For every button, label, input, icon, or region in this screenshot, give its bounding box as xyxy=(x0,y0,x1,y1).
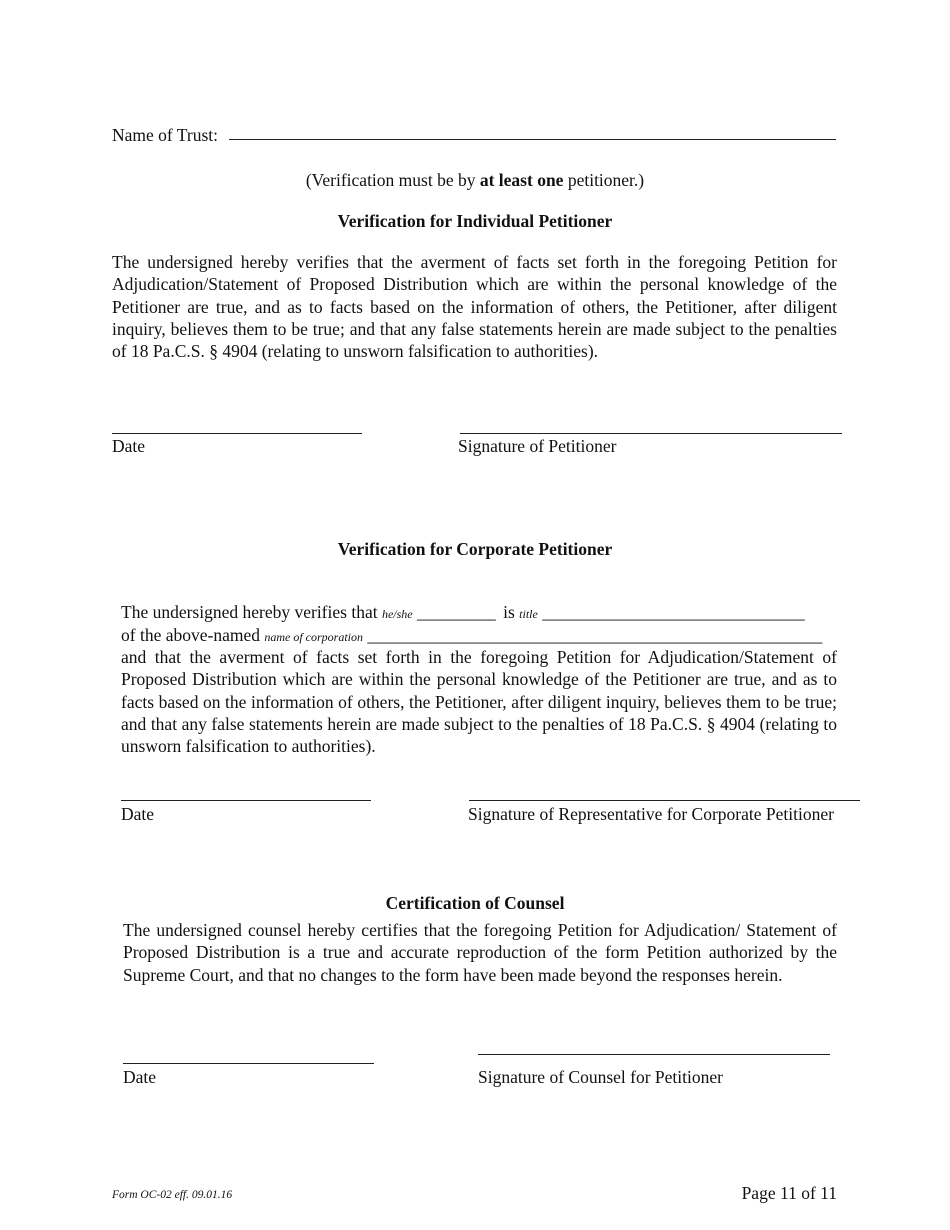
corporate-heading: Verification for Corporate Petitioner xyxy=(337,539,613,559)
corporate-signature-label: Signature of Representative for Corporate Petitioner xyxy=(468,804,834,824)
verification-note xyxy=(0,170,950,191)
form-id: Form OC-02 eff. 09.01.16 xyxy=(112,1189,233,1201)
trust-name-label: Name of Trust: xyxy=(112,125,218,145)
counsel-heading: Certification of Counsel xyxy=(385,893,565,913)
verification-note-suffix: petitioner.) xyxy=(563,170,645,190)
counsel-signature-line[interactable] xyxy=(478,1054,830,1055)
individual-body: The undersigned hereby verifies that the averment of facts set forth in the foregoing Petition for Adjudication/Statement of Proposed Distribution which are within the personal knowledge of the Petitioner are true, and as to facts based on the information of others, the Petitioner, after diligent inquiry, believes them to be true; and that any false statements herein are made subject to the penalties of 18 Pa.C.S. § 4904 (relating to unsworn falsification to authorities). xyxy=(112,252,837,362)
corporation-field[interactable]: ____________________________________________________ xyxy=(367,625,823,645)
individual-date-line[interactable] xyxy=(112,433,362,434)
hint-corporation: name of corporation xyxy=(264,630,364,644)
hint-heshe: he/she xyxy=(381,607,413,621)
heshe-field[interactable]: _________ xyxy=(416,602,496,622)
counsel-body: The undersigned counsel hereby certifies that the foregoing Petition for Adjudication/ Statement of Proposed Distribution is a true and accurate reproduction of the form Petition authorized by the Supreme Court, and that no changes to the form have been made beyond the responses herein. xyxy=(123,920,837,985)
individual-signature-label: Signature of Petitioner xyxy=(458,436,617,456)
corporate-signature-line[interactable] xyxy=(469,800,860,801)
corporate-line2-prefix: of the above-named xyxy=(121,625,260,645)
individual-heading: Verification for Individual Petitioner xyxy=(337,211,613,231)
counsel-date-line[interactable] xyxy=(123,1063,374,1064)
individual-date-label: Date xyxy=(112,436,146,456)
corporate-date-line[interactable] xyxy=(121,800,371,801)
corporate-line1-prefix: The undersigned hereby verifies that xyxy=(121,602,378,622)
corporate-line1 xyxy=(121,602,841,623)
corporate-date-label: Date xyxy=(121,804,155,824)
corporate-line2 xyxy=(121,625,841,646)
counsel-signature-label: Signature of Counsel for Petitioner xyxy=(478,1067,723,1087)
verification-note-emphasis: at least one xyxy=(479,170,564,190)
hint-title: title xyxy=(519,607,538,621)
verification-note-prefix: (Verification must be by xyxy=(305,170,480,190)
title-field[interactable]: ______________________________ xyxy=(542,602,805,622)
page-number: Page 11 of 11 xyxy=(741,1183,837,1203)
corporate-body: and that the averment of facts set forth in the foregoing Petition for Adjudication/Statement of Proposed Distribution which are within the personal knowledge of the Petitioner are true, and as to facts based on the information of others, the Petitioner, after diligent inquiry, believes them to be true; and that any false statements herein are made subject to the penalties of 18 Pa.C.S. § 4904 (relating to unsworn falsification to authorities). xyxy=(121,647,837,757)
trust-name-field[interactable] xyxy=(229,127,836,140)
individual-signature-line[interactable] xyxy=(460,433,842,434)
counsel-date-label: Date xyxy=(123,1067,157,1087)
word-is: is xyxy=(503,602,515,622)
